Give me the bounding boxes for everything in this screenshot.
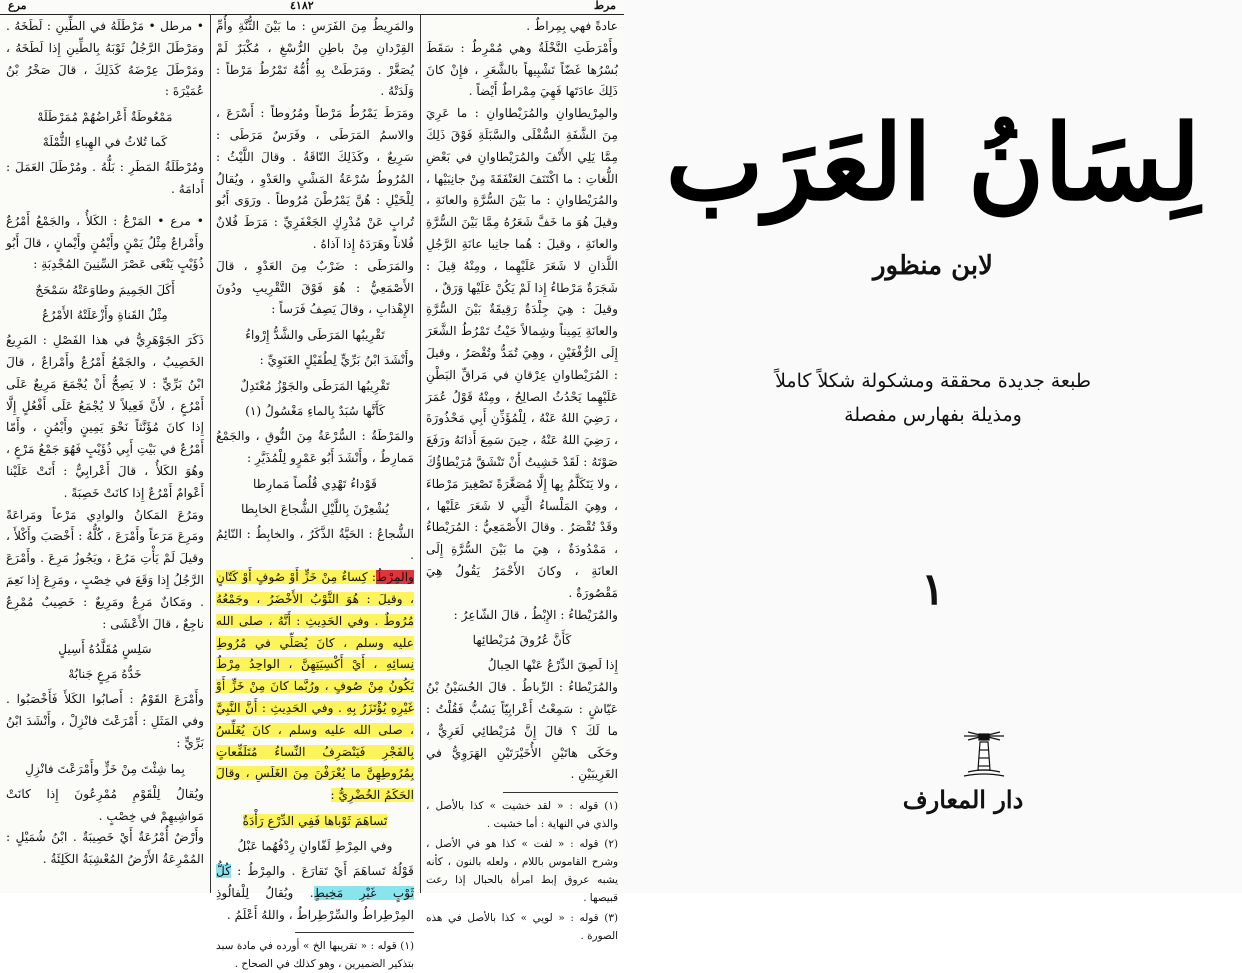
verse: أَكَلَ الجَمِيمَ وطاوَعَتْهُ سَمْحَجٌ (35, 283, 175, 298)
footnote: (٢) قوله : « لفت » كذا هو في الأصل ، وشرح القاموس باللام ، ولعله بالنون ، كأنه يشبه عروق إبط امرأة بالحبال إذا رعت قبيصها . (426, 838, 618, 905)
highlight-red[interactable]: والمِرْطُ (375, 570, 414, 585)
page-number: ٤١٨٢ (290, 0, 314, 12)
footnote: (١) قوله : « لقد خشيت » كذا بالأصل ، والذي في النهاية : أما خشيت . (426, 800, 618, 831)
verse: تَقْرِيبُها المَرَطَى والشَّدُّ إِرْواءُ (245, 328, 385, 343)
text-column-right (426, 16, 618, 943)
paragraph: ذَكَرَ الجَوْهَرِيُّ في هذا الفَصْلِ : المَرِيعُ الخَصِيبُ ، والجَمْعُ أَمْرُعٌ وأَمْراعٌ ، قالَ ابْنُ بَرِّيٍّ : لا يَصِحُّ أَنْ يُجْمَعَ مَرِيعٌ عَلَى أَمْرُعٍ ، لأَنَّ فَعِيلاً لا يُجْمَعُ عَلَى أَفْعُلٍ إِلَّا إِذا كانَ مُؤَنَّثاً نَحْوَ يَمِينٍ وأَيْمُنٍ ، وأَمّا أَمْرُعٌ في بَيْتِ أَبِي ذُؤَيْبٍ فَهُوَ جَمْعُ مَرْعٍ ، وهُوَ الكَلأُ ، قالَ أَعْرابِيٌّ : أَتَتْ عَلَيْنا أَعْوامٌ أَمْرُعٌ إِذا كانَتْ خَصِبَةً . (6, 333, 204, 500)
book-title: لِسَانُ العَرَب (665, 101, 1201, 224)
column-divider (210, 14, 211, 893)
paragraph: الشُّجاعُ : الحَيَّةُ الذَّكَرُ ، والخابِطُ : النّائِمُ . (216, 526, 414, 563)
verse: تَقْرِيبُها المَرَطَى والجَوْزُ مُعْتَدِلٌ (240, 378, 390, 393)
paragraph: والمِرْيطاوانِ والمُرَيْطاوانِ : ما عَرِيَ مِنَ الشَّفَةِ السُّفْلَى والسَّبَلَةِ فَوْقَ ذَلِكَ مِمَّا يَلِي الأَنْفَ والمُرَيْطاوانِ في بَعْضِ اللُّغاتِ : ما اكْتَنَفَ العَنْفَقَةَ مِنْ جانِبَيْها ، والمُرَيْطاوانِ : ما بَيْنَ السُّرَّةِ والعانَةِ ، وقيلَ هُوَ ما خَفَّ شَعَرُهُ مِمَّا بَيْنَ السُّرَّةِ والعانَةِ ، وقيلَ : هُما جانِبا عانَةِ الرَّجُلِ اللَّذانِ لا شَعَرَ عَلَيْهِما ، ومِنْهُ قِيلَ : شَجَرَةٌ مَرْطاءُ إِذا لَمْ يَكُنْ عَلَيْها وَرَقٌ ، (426, 106, 618, 295)
verse: مِثْلُ القَناةِ وأَزْعَلَتْهُ الأَمْرُعُ (42, 308, 168, 323)
verse: مَمْعُوطَةٌ أَعْراضُهُمْ مُمَرْطَلَهْ (37, 110, 173, 125)
column-divider (420, 14, 421, 893)
paragraph: وقيلَ : هِيَ جِلْدَةٌ رَقِيقَةٌ بَيْنَ السُّرَّةِ والعانَةِ يَمِيناً وشِمالاً حَيْثُ تَمْرُطُ الشَّعَرَ إِلَى الرُّفْغَيْنِ ، وهِيَ تُمَدُّ وتُقْصَرُ ، وقيلَ : المُرَيْطاوانِ عِرْقانِ في مَراقِّ البَطْنِ عَلَيْهِما يَحْدُثُ الصالِحُ ، ومِنْهُ قَوْلُ عُمَرَ ، رَضِيَ اللهُ عَنْهُ ، لِلْمُؤَذِّنِ أَبِي مَحْذُورَةَ ، رَضِيَ اللهُ عَنْهُ ، حِينَ سَمِعَ أَذانَهُ ورَفَعَ صَوْتَهُ : لَقَدْ خَشِيتُ أَنْ تَنْشَقَّ مُرَيْطاؤُكَ ، ولا يَتَكَلَّمُ بِها إِلَّا مُصَغَّرَةً تَصْغِيرَ مَرْطاءَ ، وهِيَ المَلْساءُ الَّتِي لا شَعَرَ عَلَيْها ، وقَدْ تُقْصَرُ . وقالَ الأَصْمَعِيُّ : المُرَيْطاءُ ، مَمْدُودَةٌ ، هِيَ ما بَيْنَ السُّرَّةِ إِلَى العانَةِ ، وكانَ الأَحْمَرُ يَقُولُ هِيَ مَقْصُورَةٌ . (426, 302, 618, 600)
verse: بِما شِئْتَ مِنْ خَزٍّ وأَمْرَعْتَ فانْزِلِ (25, 761, 185, 776)
paragraph: ويُقالُ لِلْقَوْمِ مُمْرِعُونَ إِذا كانَتْ مَواشِيهِمْ في خِصْبٍ . (6, 786, 204, 823)
edition-description (624, 364, 1242, 432)
paragraph: وأَنْشَدَ ابْنُ بَرِّيٍّ لِطُفَيْلٍ الغَنَوِيِّ : (259, 353, 414, 368)
paragraph: وأَرْضٌ أُمْرُعَةٌ أَيْ خَصِيبَةٌ . ابْنُ شُمَيْلٍ : المُمْرِعَةُ الأَرْضُ المُعْشِبَةُ الكَلِئَةُ . (6, 830, 204, 867)
verse: يُشْعِرْنَ بِاللَّيْلِ الشُّجاعَ الخابِطا (241, 501, 389, 516)
paragraph-text: . ويُقالُ لِلْفالُوذِ المِرْطِراطُ والسِّرْطِراطُ ، واللهُ أَعْلَمُ . (216, 885, 414, 922)
paragraph: ومَرَطَ يَمْرُطُ مَرْطاً ومُرُوطاً : أَسْرَعَ ، والاسمُ المَرَطَى ، وفَرَسٌ مَرَطَى : سَرِيعٌ ، وكَذَلِكَ النّاقَةُ . وقالَ اللَّيْثُ : المُرُوطُ سُرْعَةُ المَشْيِ والعَدْوِ ، ويُقالُ لِلْخَيْلِ : هُنَّ يَمْرُطْنَ مُرُوطاً . ورَوَى أَبُو تُرابٍ عَنْ مُدْرِكٍ الجَعْفَرِيِّ : مَرَطَ فُلانٌ فُلاناً وهَرَدَهُ إِذا آذاهُ . (216, 106, 414, 251)
footnote: (١) قوله : « تقريبها الخ » أورده في مادة سبد بتذكير الضميرين ، وهو كذلك في الصحاح . (216, 940, 414, 971)
paragraph: • مرع • المَرْعُ : الكَلأُ ، والجَمْعُ أَمْرُعٌ وأَمْراعٌ مِثْلُ يَمْنٍ وأَيْمُنٍ وأَيْمانٍ ، قالَ أَبُو ذُؤَيْبٍ يَنْعَى عَصْرَ السِّنِينَ المُجْدِبَةِ : (6, 213, 204, 272)
paragraph: • مرطل • مَرْطَلَهُ في الطِّينِ : لَطَخَهُ . ومَرْطَلَ الرَّجُلُ ثَوْبَهُ بِالطِّينِ إِذا لَطَخَهُ ، ومَرْطَلَ عِرْضَهُ كَذَلِكَ ، قالَ صَخْرُ بْنُ عُمَيْرَةَ : (6, 19, 204, 99)
author-name: لابن منظور (873, 251, 993, 281)
highlight-yellow[interactable]: : كِساءٌ مِنْ خَزٍّ أَوْ صُوفٍ أَوْ كَتّانٍ ، وقيلَ : هُوَ الثَّوْبُ الأَخْضَرُ ، وجَمْعُهُ مُرُوطٌ . وفي الحَدِيثِ : أَنَّهُ ، صلى الله عليه وسلم ، كانَ يُصَلِّي في مُرُوطِ نِسائِهِ ، أَيْ أَكْسِيَتِهِنَّ ، الواحِدُ مِرْطٌ يَكُونُ مِنْ صُوفٍ ، ورُبَّما كانَ مِنْ خَزٍّ أَوْ غَيْرِهِ يُؤْتَزَرُ بِهِ . وفي الحَدِيثِ : أَنَّ النَّبِيَّ ، صلى الله عليه وسلم ، كانَ يُغَلِّسُ بِالفَجْرِ فَيَنْصَرِفُ النِّساءُ مُتَلَفِّعاتٍ بِمُرُوطِهِنَّ ما يُعْرَفْنَ مِنَ الغَلَسِ ، وقالَ الحَكَمُ الخُضْرِيُّ : (216, 570, 414, 803)
publisher-name: دار المعارف (902, 785, 1024, 814)
paragraph: والمَرَطَى : ضَرْبٌ مِنَ العَدْوِ ، قالَ الأَصْمَعِيُّ : هُوَ فَوْقَ التَّقْرِيبِ ودُونَ الإِهْذابِ ، وقالَ يَصِفُ فَرَساً : (216, 258, 414, 317)
text-column-middle (216, 16, 414, 971)
verse: كَأَنَّ عُرُوقَ مُرَيْطائِها (472, 633, 572, 648)
edition-line: ومذيلة بفهارس مفصلة (844, 404, 1022, 426)
paragraph: ومُرْطَلَةُ المَطَرِ : بَلُّهُ . ومُرْطَلَ العَمَلَ : أَدامَهُ . (6, 160, 204, 196)
verse: خَدُّهُ مَرِعٍ جَنابُهْ (68, 667, 142, 682)
highlighted-paragraph (216, 567, 414, 807)
edition-line: طبعة جديدة محققة ومشكولة شكلاً كاملاً (775, 370, 1091, 392)
text-column-left (6, 16, 204, 887)
paragraph: ومَرُعَ المَكانُ والوادِي مَرْعاً ومَراعَةً ومَرِعَ مَرَعاً وأَمْرَعَ ، كُلُّهُ : أَخْصَبَ وأَكْلأَ ، وقيلَ لَمْ يَأْتِ مَرُعَ ، ويَجُوزُ مَرِعَ . وأَمْرَعَ الرَّجُلُ إِذا وَقَعَ في خِصْبٍ ، ومَرِعَ إِذا نَعِمَ . ومَكانٌ مَرِعٌ ومَرِيعٌ : خَصِيبٌ مُمْرِعٌ ناجِعٌ ، قالَ الأَعْشَى : (6, 507, 204, 631)
header-right-word: مرط (593, 0, 616, 12)
verse: كَأَنَّها سُبَدٌ بِالماءِ مَغْسُولُ (١) (245, 403, 385, 418)
paragraph: والمُرَيْطاءُ : الرِّباطُ . قالَ الحُسَيْنُ بْنُ عَيّاشٍ : سَمِعْتُ أَعْرابِيّاً يَسُبُّ فَقُلْتُ : ما لَكَ ؟ قالَ إِنَّ مُرَيْطائِي لَعَرِيٌّ ، وحَكَى هاتَيْنِ الأُخَيْرَتَيْنِ الهَرَوِيُّ في الغَرِيبَيْنِ . (426, 680, 618, 782)
paragraph: وأَمْرَطَتِ النَّخْلَةُ وهي مُمْرِطٌ : سَقَطَ بُسْرُها غَضّاً تَشْبِيهاً بالشَّعَرِ ، فإِنْ كانَ ذَلِكَ عادَتَها فَهِيَ مِمْراطٌ أَيْضاً . (426, 40, 618, 99)
paragraph: والمَرِيطُ مِنَ الفَرَسِ : ما بَيْنَ الثُّنَّةِ وأُمِّ القِرْدانِ مِنْ باطِنِ الرُّسْغِ ، مُكْبَرٌ لَمْ يُصَغَّرْ . ومَرَطَتْ بِهِ أُمُّهُ تَمْرُطُ مَرْطاً : وَلَدَتْهُ . (216, 19, 414, 99)
verse: وفي المِرْطِ لَفّاوانِ رِدْفُهُما عَبْلُ (237, 838, 393, 853)
paragraph: والمَرْطَةُ : السُّرْعَةُ مِنَ النُّوقِ ، والجَمْعُ مَمارِطُ ، وأَنْشَدَ أَبُو عَمْرٍو لِلْمُذَيَّرِ : (216, 428, 414, 465)
paragraph: إِذا لَصِقَ الدِّرْعُ عَنْها الحِبالُ (487, 658, 618, 673)
paragraph: والمُرَيْطاءُ : الإِبْطُ ، قالَ الشّاعِرُ : (453, 607, 618, 622)
footnote-divider (503, 792, 618, 793)
page-header (0, 0, 624, 15)
paragraph: عادةً فهي بِمِراطٌ . (526, 19, 618, 33)
footnote-divider (295, 932, 414, 933)
paragraph: وأَمْرَعَ القَوْمُ : أَصابُوا الكَلأَ فَأَخْصَبُوا . وفي المَثَلِ : أَمْرَعْتَ فانْزِلْ ، وأَنْشَدَ ابْنُ بَرِّيٍّ : (6, 692, 204, 750)
highlight-yellow[interactable]: تَساهَمَ ثَوْباها فَفِي الدِّرْعِ رَأْدَةٌ (242, 813, 388, 828)
verse: قَوْداءُ تَهْدِي قُلُصاً مَمارِطا (253, 476, 377, 491)
verse: سَلِسٍ مُقَلَّدُهُ أَسِيلٍ (58, 642, 152, 657)
volume-number: ١ (921, 564, 945, 615)
verse (216, 811, 414, 832)
header-left-word: مرع (8, 0, 27, 12)
footnote: (٣) قوله : « لويي » كذا بالأصل في هذه الصورة . (426, 912, 618, 943)
title-page (624, 0, 1242, 893)
verse: كَما تُلاثُ في الهِباءِ الثُّمْلَهْ (42, 135, 168, 150)
paragraph-text: قَوْلُهُ تَساهَمَ أَيْ تَقارَعَ . والمِرْطُ : (237, 863, 414, 878)
paragraph (216, 861, 414, 926)
highlight-cyan[interactable]: كُلُّ ثَوْبٍ غَيْرِ مَخِيطٍ (216, 863, 414, 900)
